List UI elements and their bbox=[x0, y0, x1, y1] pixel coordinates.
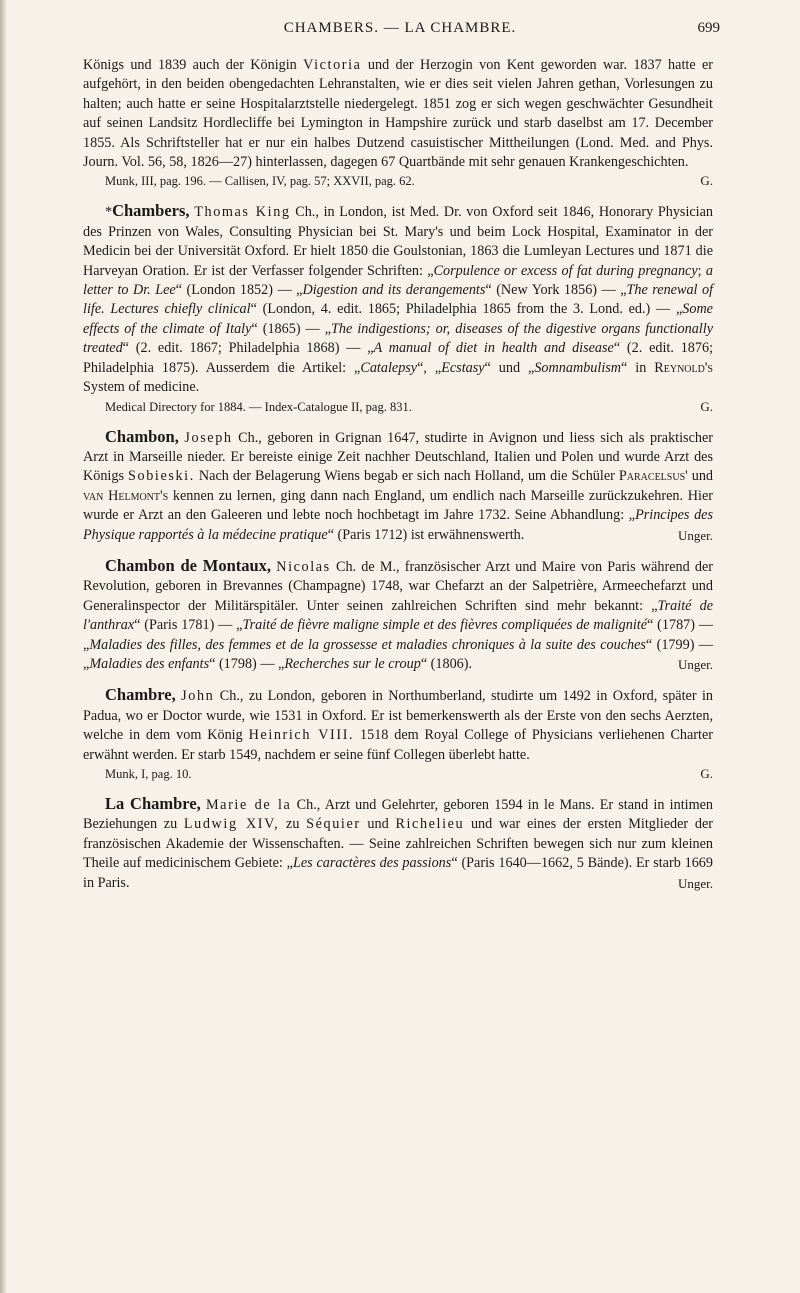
given-name: John bbox=[181, 688, 215, 705]
person-name: Reynold's bbox=[654, 359, 713, 376]
work-title: Corpulence or excess of fat during pregnancy bbox=[433, 262, 698, 279]
entry-headword: Chambon de Montaux, bbox=[105, 555, 272, 575]
reference-line bbox=[83, 398, 713, 416]
person-name: van Helmont's bbox=[83, 487, 169, 504]
person-name: Heinrich VIII. bbox=[248, 727, 355, 744]
author-signature: Unger. bbox=[677, 527, 713, 543]
author-signature: Unger. bbox=[677, 656, 713, 672]
work-title: A manual of diet in health and disease bbox=[373, 340, 614, 357]
entry-paragraph: Chambon de Montaux, Nicolas Ch. de M., französischer Arzt und Maire von Paris während der Revolution, geboren in Brevannes (Champagne) 1748, war Chefarzt an der Salpetrière, Armeechefarzt und Generalinspector der Militärspitäler. Unter seinen zahlreichen Schriften sind mehr bekannt: „Traité de l'anthrax“ (Paris 1781) — „Traité de fièvre maligne simple et des fièvres compliquées de malignité“ (1787) — „Maladies des filles, des femmes et de la grossesse et maladies chroniques à la suite des couches“ (1799) — „Maladies des enfants“ (1798) — „Recherches sur le croup“ (1806). Unger. bbox=[83, 556, 713, 674]
person-name: Sobieski. bbox=[128, 468, 195, 485]
author-signature: Unger. bbox=[677, 875, 713, 891]
work-title: Maladies des enfants bbox=[89, 655, 210, 672]
author-signature: G. bbox=[700, 173, 713, 189]
given-name: Nicolas bbox=[276, 558, 331, 575]
page-header bbox=[80, 20, 720, 44]
entry-headword: Chambre, bbox=[105, 685, 176, 705]
reference-line bbox=[83, 765, 713, 783]
entry-headword: La Chambre, bbox=[105, 794, 201, 813]
reference-sources: Medical Directory for 1884. — Index-Catalogue II, pag. 831. bbox=[105, 399, 412, 414]
continuation-paragraph: Königs und 1839 auch der Königin Victoria und der Herzogin von Kent geworden war. 1837 hatte er aufgehört, in den beiden obengedachten Lehranstalten, wie er dies seit vielen Jahren gethan, Vorlesungen zu halten; auch hatte er seine Hospitalarztstelle niedergelegt. 1851 zog er sich wegen geschwächter Gesundheit auf seinen Landsitz Hordlecliffe bei Lymington in Hampshire zurück und starb daselbst am 17. December 1855. Als Schriftsteller hat er nur ein halbes Dutzend casuistischer Mittheilungen (Lond. Med. and Phys. Journ. Vol. 56, 58, 1826—27) hinterlassen, dagegen 67 Quartbände mit sehr genauen Krankengeschichten. bbox=[83, 57, 713, 171]
running-title: CHAMBERS. — LA CHAMBRE. bbox=[283, 20, 517, 36]
work-title: Traité de fièvre maligne simple et des fièvres compliquées de malignité bbox=[242, 617, 648, 634]
given-name: Joseph bbox=[184, 429, 233, 446]
author-signature: G. bbox=[700, 398, 713, 414]
entry-chambon-de-montaux bbox=[83, 556, 713, 674]
entry-chambre-john bbox=[83, 685, 713, 783]
given-name: Thomas King bbox=[194, 204, 291, 221]
entry-continuation bbox=[83, 56, 713, 190]
entry-headword: Chambers, bbox=[112, 201, 190, 221]
entry-chambon-joseph bbox=[83, 427, 713, 545]
entry-paragraph: *Chambers, Thomas King Ch., in London, ist Med. Dr. von Oxford seit 1846, Honorary Physician des Prinzen von Wales, Consulting Physician bei St. Mary's und beim Lock Hospital, Examinator in der Medicin bei der Universität Oxford. Er hielt 1850 die Goulstonian, 1863 die Lumleyan Lectures und 1871 die Harveyan Oration. Er ist der Verfasser folgender Schriften: „Corpulence or excess of fat during pregnancy; a letter to Dr. Lee“ (London 1852) — „Digestion and its derangements“ (New York 1856) — „The renewal of life. Lectures chiefly clinical“ (London, 4. edit. 1865; Philadelphia 1865 from the 3. Lond. ed.) — „Some effects of the climate of Italy“ (1865) — „The indigestions; or, diseases of the digestive organs functionally treated“ (2. edit. 1867; Philadelphia 1868) — „A manual of diet in health and disease“ (2. edit. 1876; Philadelphia 1875). Ausserdem die Artikel: „Catalepsy“, „Ecstasy“ und „Somnambulism“ in Reynold's System of medicine. bbox=[83, 201, 714, 396]
entry-paragraph: La Chambre, Marie de la Ch., Arzt und Gelehrter, geboren 1594 in le Mans. Er stand in intimen Beziehungen zu Ludwig XIV, zu Séquier und Richelieu und war eines der ersten Mitglieder der französischen Akademie der Wissenschaften. — Seine zahlreichen Schriften bewegen sich nur zum kleinen Theile auf medicinischem Gebiete: „Les caractères des passions“ (Paris 1640—1662, 5 Bände). Er starb 1669 in Paris. Unger. bbox=[83, 794, 713, 893]
person-name: Ludwig XIV, bbox=[183, 816, 280, 833]
work-title: Somnambulism bbox=[534, 359, 622, 376]
work-title: Les caractères des passions bbox=[292, 855, 452, 872]
work-title: a letter to Dr. Lee bbox=[83, 262, 713, 299]
person-name: Séquier bbox=[306, 816, 361, 833]
person-name: Victoria bbox=[303, 57, 362, 73]
work-title: Traité de l'anthrax bbox=[83, 597, 713, 634]
work-title: The indigestions; or, diseases of the digestive organs functionally treated bbox=[83, 320, 713, 357]
person-name: Paracelsus' bbox=[618, 468, 688, 485]
entry-paragraph: Chambre, John Ch., zu London, geboren in Northumberland, studirte um 1492 in Oxford, später in Padua, wo er Doctor wurde, wie 1531 in Oxford. Er ist bemerkenswerth als der Erste von den sechs Aerzten, welche in dem vom König Heinrich VIII. 1518 dem Royal College of Physicians verliehenen Charter erwähnt werden. Er starb 1549, nachdem er seine fünf Collegen überlebt hatte. bbox=[83, 685, 713, 763]
person-name: Richelieu bbox=[395, 816, 465, 833]
work-title: Digestion and its derangements bbox=[302, 282, 486, 299]
entry-paragraph: Chambon, Joseph Ch., geboren in Grignan 1647, studirte in Avignon und liess sich als praktischer Arzt in Marseille nieder. Er bereiste einige Zeit nachher Deutschland, Italien und Polen und wurde Arzt des Königs Sobieski. Nach der Belagerung Wiens begab er sich nach Holland, um die Schüler Paracelsus' und van Helmont's kennen zu lernen, ging dann nach England, um endlich nach Marseille zurückzukehren. Hier wurde er Arzt an den Galeeren und lebte noch hochbetagt im Jahre 1732. Seine Abhandlung: „Principes des Physique rapportés à la médecine pratique“ (Paris 1712) ist erwähnenswerth. Unger. bbox=[83, 427, 713, 545]
given-name: Marie de la bbox=[205, 797, 292, 813]
page-body bbox=[83, 56, 713, 893]
entry-chambers-thomas-king bbox=[83, 201, 713, 415]
work-title: Catalepsy bbox=[360, 359, 418, 376]
work-title: Some effects of the climate of Italy bbox=[83, 301, 713, 337]
author-signature: G. bbox=[700, 766, 713, 781]
reference-sources: Munk, III, pag. 196. — Callisen, IV, pag. 57; XXVII, pag. 62. bbox=[105, 174, 415, 189]
work-title: The renewal of life. Lectures chiefly clinical bbox=[83, 282, 714, 318]
reference-line bbox=[83, 172, 713, 190]
work-title: Principes des Physique rapportés à la médecine pratique bbox=[83, 507, 713, 543]
reference-sources: Munk, I, pag. 10. bbox=[105, 767, 192, 781]
work-title: Recherches sur le croup bbox=[284, 655, 421, 672]
page-number: 699 bbox=[697, 20, 720, 36]
entry-la-chambre-marie bbox=[83, 794, 713, 893]
page-edge-shadow bbox=[0, 0, 6, 1293]
entry-headword: Chambon, bbox=[105, 426, 179, 446]
work-title: Ecstasy bbox=[441, 359, 485, 376]
work-title: Maladies des filles, des femmes et de la grossesse et maladies chroniques à la suite des couches bbox=[89, 636, 646, 653]
